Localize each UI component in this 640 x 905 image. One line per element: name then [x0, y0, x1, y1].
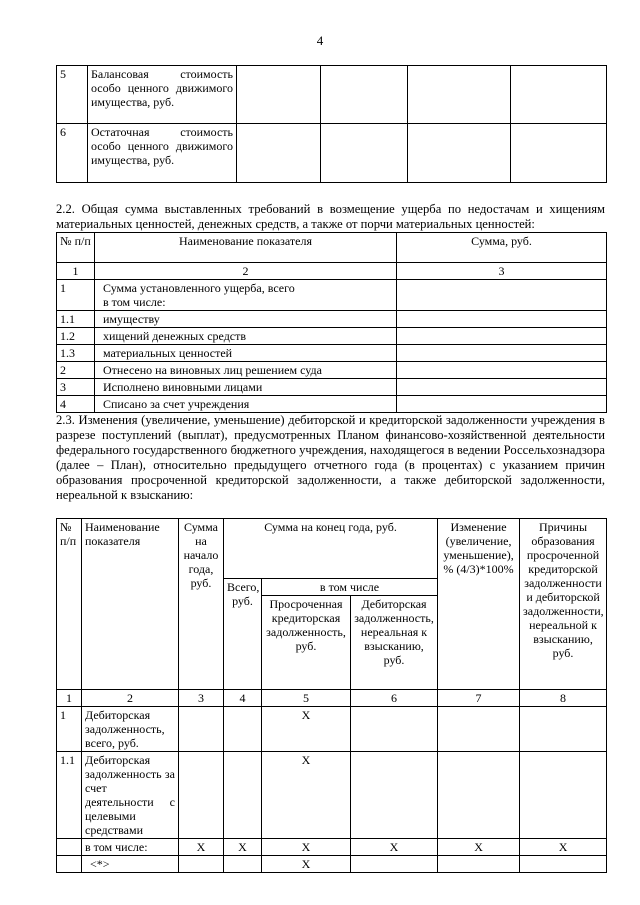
- table-row: [57, 752, 607, 839]
- table-row: [57, 124, 607, 183]
- row-label: хищений денежных средств: [95, 328, 397, 345]
- value-cell: [511, 66, 607, 124]
- section-2-3-text: 2.3. Изменения (увеличение, уменьшение) дебиторской и кредиторской задолженности учреждения в разрезе поступлений (выплат), предусмотренных Планом финансово-хозяйственной деятельности федерального государственного бюджетного учреждения, находящегося в ведении Россельхознадзора (далее – План), относительно предыдущего отчетного года (в процентах) с указанием причин образования просроченной кредиторской задолженности, а также дебиторской задолженности, нереальной к взысканию:: [56, 413, 605, 502]
- row-number: 5: [57, 66, 88, 124]
- value-cell: [438, 856, 520, 873]
- table-header-row: [57, 233, 607, 263]
- value-cell: [397, 379, 607, 396]
- value-cell: [179, 856, 224, 873]
- value-cell: X: [262, 839, 351, 856]
- value-cell: [520, 752, 607, 839]
- column-number: 1: [57, 263, 95, 280]
- column-number: 2: [82, 690, 179, 707]
- value-cell: X: [520, 839, 607, 856]
- value-cell: X: [438, 839, 520, 856]
- section-2-2-text: 2.2. Общая сумма выставленных требований в возмещение ущерба по недостачам и хищениям материальных ценностей, денежных средств, а также от порчи материальных ценностей:: [56, 202, 605, 231]
- row-number: 1.1: [57, 311, 95, 328]
- header-including: в том числе: [262, 579, 438, 596]
- column-number: 5: [262, 690, 351, 707]
- header-change: Изменение (увеличение, уменьшение), % (4/3)*100%: [438, 519, 520, 690]
- value-cell: [520, 707, 607, 752]
- header-total: Всего, руб.: [224, 579, 262, 690]
- header-num: № п/п: [57, 233, 95, 263]
- column-number: 2: [95, 263, 397, 280]
- value-cell: [179, 707, 224, 752]
- header-num: № п/п: [57, 519, 82, 690]
- row-number: [57, 856, 82, 873]
- value-cell: [397, 311, 607, 328]
- value-cell: [397, 345, 607, 362]
- row-label: в том числе:: [82, 839, 179, 856]
- value-cell: [351, 707, 438, 752]
- value-cell: [179, 752, 224, 839]
- value-cell: [397, 280, 607, 311]
- table-row: [57, 379, 607, 396]
- table-row: [57, 280, 607, 311]
- row-label: имуществу: [95, 311, 397, 328]
- value-cell: X: [351, 839, 438, 856]
- header-reasons: Причины образования просроченной кредиторской задолженности и дебиторской задолженности, нереальной к взысканию, руб.: [520, 519, 607, 690]
- value-cell: [520, 856, 607, 873]
- value-cell: [321, 66, 408, 124]
- row-label: Балансовая стоимость особо ценного движимого имущества, руб.: [88, 66, 237, 124]
- row-number: 2: [57, 362, 95, 379]
- row-number: 4: [57, 396, 95, 413]
- value-cell: [438, 752, 520, 839]
- table-row: [57, 66, 607, 124]
- column-number: 6: [351, 690, 438, 707]
- table-row: [57, 362, 607, 379]
- header-start-sum: Сумма на начало года, руб.: [179, 519, 224, 690]
- value-cell: X: [179, 839, 224, 856]
- value-cell: [224, 752, 262, 839]
- value-cell: [397, 396, 607, 413]
- column-number: 8: [520, 690, 607, 707]
- row-label: Исполнено виновными лицами: [95, 379, 397, 396]
- value-cell: [408, 124, 511, 183]
- value-cell: [397, 328, 607, 345]
- row-label: Дебиторская задолженность за счет деятельности с целевыми средствами: [82, 752, 179, 839]
- header-sum: Сумма, руб.: [397, 233, 607, 263]
- row-label: Остаточная стоимость особо ценного движимого имущества, руб.: [88, 124, 237, 183]
- table-row: [57, 345, 607, 362]
- column-number: 3: [179, 690, 224, 707]
- table-row: [57, 311, 607, 328]
- row-number: 1.3: [57, 345, 95, 362]
- header-overdue-credit: Просроченная кредиторская задолженность, руб.: [262, 596, 351, 690]
- value-cell: [408, 66, 511, 124]
- row-label: материальных ценностей: [95, 345, 397, 362]
- table-damage: [56, 232, 607, 413]
- value-cell: X: [262, 856, 351, 873]
- header-bad-debit: Дебиторская задолженность, нереальная к взысканию, руб.: [351, 596, 438, 690]
- table-header-row: [57, 519, 607, 579]
- table-row: [57, 707, 607, 752]
- table-debts: [56, 518, 607, 873]
- row-number: 1.2: [57, 328, 95, 345]
- value-cell: [351, 856, 438, 873]
- value-cell: [237, 66, 321, 124]
- value-cell: [237, 124, 321, 183]
- page-number: 4: [316, 33, 324, 48]
- row-number: 1: [57, 280, 95, 311]
- row-label: Списано за счет учреждения: [95, 396, 397, 413]
- header-end-sum: Сумма на конец года, руб.: [224, 519, 438, 579]
- row-label: <*>: [82, 856, 179, 873]
- value-cell: X: [262, 752, 351, 839]
- column-number: 7: [438, 690, 520, 707]
- row-label: Дебиторская задолженность, всего, руб.: [82, 707, 179, 752]
- row-label: Отнесено на виновных лиц решением суда: [95, 362, 397, 379]
- value-cell: [397, 362, 607, 379]
- value-cell: X: [224, 839, 262, 856]
- table-row: [57, 856, 607, 873]
- header-name: Наименование показателя: [82, 519, 179, 690]
- column-number: 3: [397, 263, 607, 280]
- value-cell: [321, 124, 408, 183]
- row-number: [57, 839, 82, 856]
- value-cell: [351, 752, 438, 839]
- value-cell: [224, 707, 262, 752]
- table-row: [57, 328, 607, 345]
- column-number-row: [57, 690, 607, 707]
- header-name: Наименование показателя: [95, 233, 397, 263]
- value-cell: [511, 124, 607, 183]
- row-number: 1.1: [57, 752, 82, 839]
- table-assets: [56, 65, 607, 183]
- value-cell: [224, 856, 262, 873]
- table-row: [57, 396, 607, 413]
- column-number: 1: [57, 690, 82, 707]
- row-number: 1: [57, 707, 82, 752]
- column-number-row: [57, 263, 607, 280]
- row-number: 6: [57, 124, 88, 183]
- row-number: 3: [57, 379, 95, 396]
- row-label: Сумма установленного ущерба, всего в том числе:: [95, 280, 397, 311]
- table-row: [57, 839, 607, 856]
- value-cell: X: [262, 707, 351, 752]
- column-number: 4: [224, 690, 262, 707]
- value-cell: [438, 707, 520, 752]
